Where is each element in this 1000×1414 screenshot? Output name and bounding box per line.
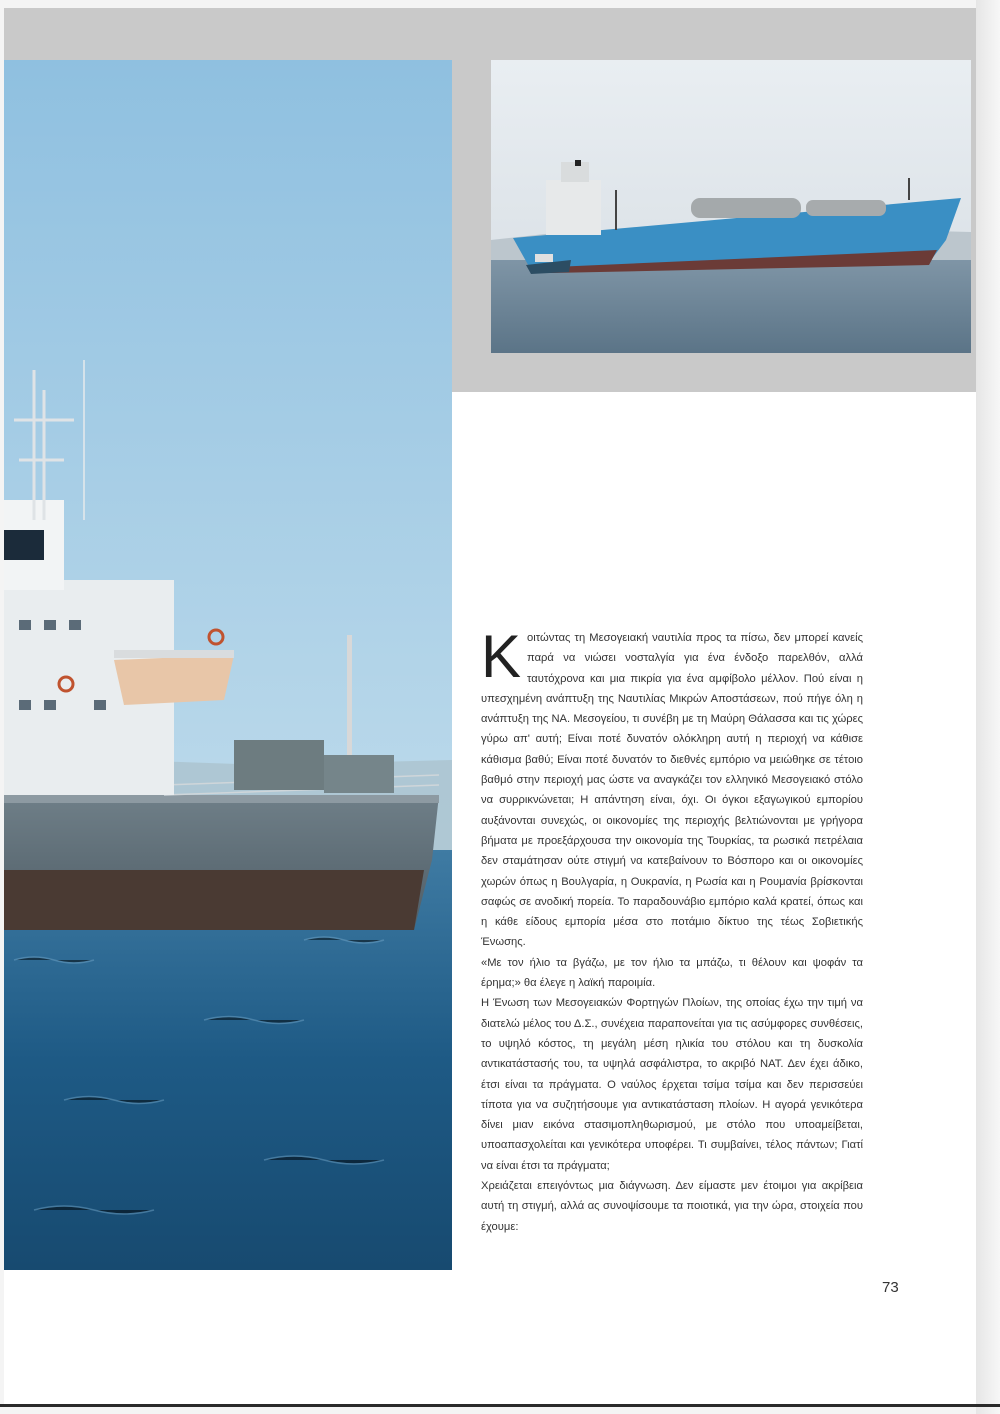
drop-cap: Κ (481, 623, 522, 690)
article-paragraph-2: «Με τον ήλιο τα βγάζω, με τον ήλιο τα μπάζω, τι θέλουν και ψοφάν τα έρημα;» θα έλεγε η λαϊκή παροιμία. (481, 956, 863, 990)
tanker-at-anchor-photo (491, 60, 971, 353)
page-number: 73 (882, 1279, 899, 1296)
article-paragraph-4: Χρειάζεται επειγόντως μια διάγνωση. Δεν είμαστε μεν έτοιμοι για ακρίβεια αυτή τη στιγμή, αλλά ας συνοψίσουμε τα ποιοτικά, για την ώρα, στοιχεία που έχουμε: (481, 1180, 863, 1233)
scan-edge (976, 0, 1000, 1414)
ship-stern-photo (4, 60, 452, 1270)
scan-bottom-edge (0, 1404, 1000, 1407)
article-body (481, 623, 863, 1237)
article-paragraph-3: Η Ένωση των Μεσογειακών Φορτηγών Πλοίων, της οποίας έχω την τιμή να διατελώ μέλος του Δ.Σ., συνέχεια παραπονείται για τις ασύμφορες συνθέσεις, το υψηλό κόστος, τη μεγάλη μέση ηλικία του στόλου και τη δυσκολία αντικατάστασής του, τα υψηλά ασφάλιστρα, το ακριβό ΝΑΤ. Δεν έχει άδικο, έτσι είναι τα πράγματα. Ο ναύλος έρχεται τσίμα τσίμα και δεν περισσεύει τίποτα για να συζητήσουμε για αντικατάσταση πλοίων. Η αγορά γενικότερα δίνει μιαν εικόνα στασιμοπληθωρισμού, με στόλο που υποαμείβεται, υποαπασχολείται και γενικότερα υποφέρει. Τι συμβαίνει, τέλος πάντων; Γιατί να είναι έτσι τα πράγματα; (481, 997, 863, 1172)
article-paragraph-1: Κοιτώντας τη Μεσογειακή ναυτιλία προς τα πίσω, δεν μπορεί κανείς παρά να νιώσει νοσταλγία για ένα ένδοξο παρελθόν, αλλά ταυτόχρονα και μια πικρία για ένα αμφίβολο μέλλον. Πού είναι η υπεσχημένη ανάπτυξη της Ναυτιλίας Μικρών Αποστάσεων, πού πήγε όλη η ανάπτυξη της ΝΑ. Μεσογείου, τι συνέβη με τη Μαύρη Θάλασσα και τις χώρες γύρω απ' αυτή; Είναι ποτέ δυνατόν ολόκληρη αυτή η περιοχή να κάθισε κάθισμα βαθύ; Είναι ποτέ δυνατόν το διεθνές εμπόριο να μειώθηκε σε τέτοιο βαθμό στην περιοχή μας ώστε να αναγκάζει τον ελληνικό Μεσογειακό στόλο να συρρικνώνεται; Η απάντηση είναι, όχι. Οι όγκοι εξαγωγικού εμπορίου αυξάνονται συνεχώς, οι οικονομίες της περιοχής βελτιώνονται με γρήγορα βήματα με προεξάρχουσα την οικονομία της Τουρκίας, τα ρωσικά πετρέλαια δεν σταμάτησαν ούτε στιγμή να κατεβαίνουν το Βόσπορο και οι οικονομίες χωρών όπως η Βουλγαρία, η Ουκρανία, η Ρωσία και η Ρουμανία βρίσκονται σαφώς σε ανοδική πορεία. Το παραδουνάβιο εμπόριο καλά κρατεί, όπως και η κάθε είδους εμπορία μέσα στο ποτάμιο δίκτυο της τέως Σοβιετικής Ένωσης. (481, 623, 863, 949)
